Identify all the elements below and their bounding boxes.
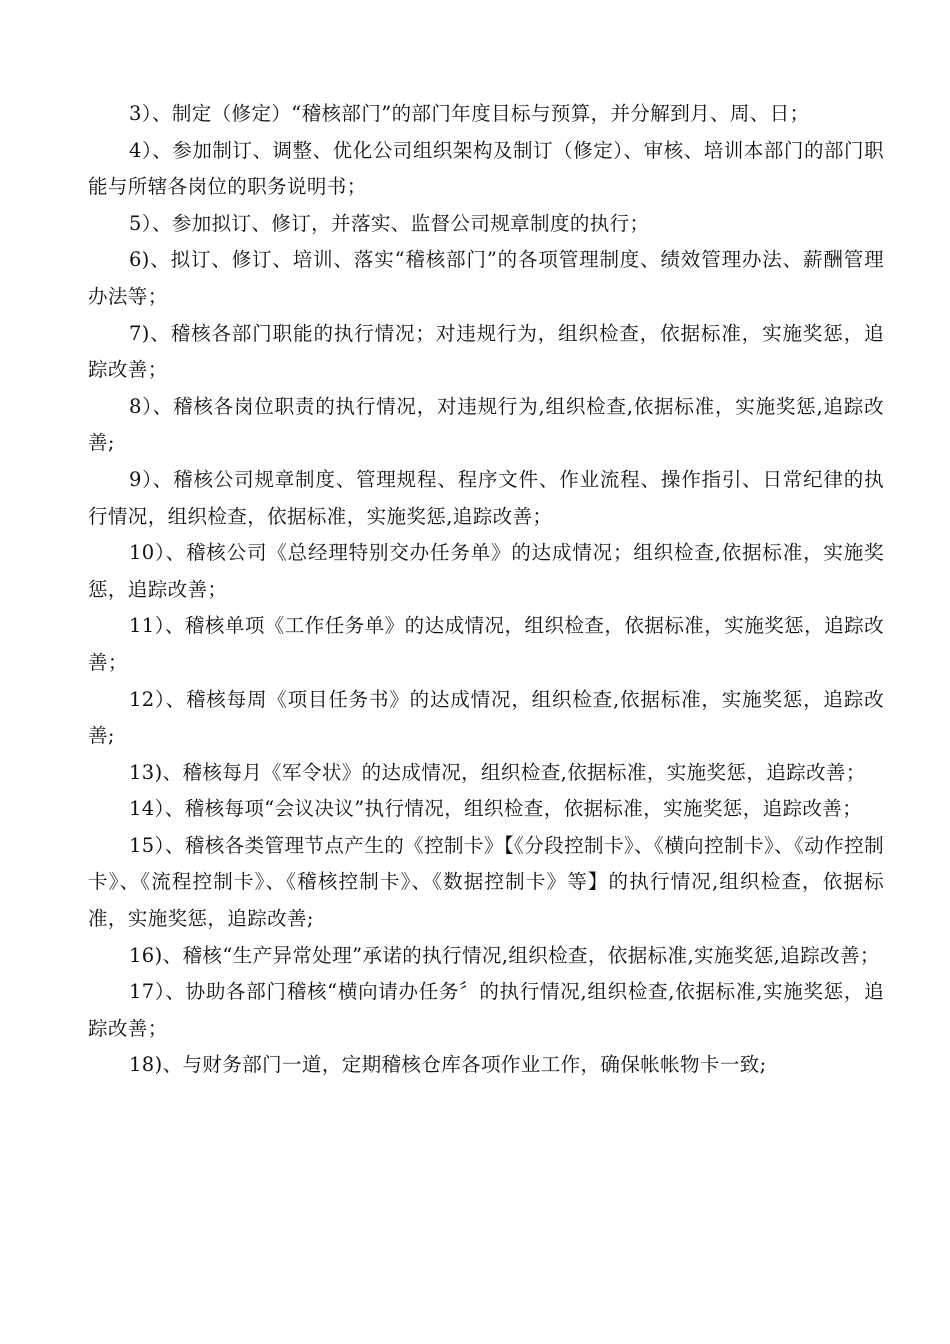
clause-17: 17）、协助各部门稽核“横向请办任务〞的执行情况,组织检查,依据标准,实施奖惩，追踪改善；: [88, 980, 884, 1040]
document-body: [88, 96, 884, 1084]
clause-12: 12）、稽核每周《项目任务书》的达成情况，组织检查,依据标准，实施奖惩，追踪改善;: [88, 687, 884, 748]
clause-4: 4）、参加制订、调整、优化公司组织架构及制订（修定）、审核、培训本部门的部门职能与所辖各岗位的职务说明书；: [88, 138, 884, 199]
clause-6: 6)、拟订、修订、培训、落实“稽核部门”的各项管理制度、绩效管理办法、薪酬管理办法等；: [88, 248, 884, 308]
clause-5: 5）、参加拟订、修订，并落实、监督公司规章制度的执行；: [129, 211, 650, 235]
clause-14: 14）、稽核每项“会议决议”执行情况，组织检查，依据标准，实施奖惩，追踪改善；: [129, 797, 863, 821]
clause-11: 11）、稽核单项《工作任务单》的达成情况，组织检查，依据标准，实施奖惩，追踪改善；: [88, 614, 884, 674]
clause-10: 10）、稽核公司《总经理特别交办任务单》的达成情况；组织检查,依据标准，实施奖惩，追踪改善；: [88, 541, 884, 601]
clause-15: 15）、稽核各类管理节点产生的《控制卡》【《分段控制卡》、《横向控制卡》、《动作控制卡》、《流程控制卡》、《稽核控制卡》、《数据控制卡》等】的执行情况,组织检查，依据标准，实施奖惩，追踪改善;: [88, 833, 884, 931]
clause-18: 18)、与财务部门一道，定期稽核仓库各项作业工作，确保帐帐物卡一致;: [129, 1053, 767, 1077]
clause-8: 8）、稽核各岗位职责的执行情况，对违规行为,组织检查,依据标准，实施奖惩,追踪改善;: [88, 394, 884, 455]
clause-16: 16)、稽核“生产异常处理”承诺的执行情况,组织检查，依据标准,实施奖惩,追踪改善；: [129, 943, 880, 967]
clause-3: 3）、制定（修定）“稽核部门”的部门年度目标与预算，并分解到月、周、日；: [129, 102, 810, 125]
clause-9: 9）、稽核公司规章制度、管理规程、程序文件、作业流程、操作指引、日常纪律的执行情况，组织检查，依据标准，实施奖惩,追踪改善；: [88, 467, 884, 528]
clause-13: 13)、稽核每月《军令状》的达成情况，组织检查,依据标准，实施奖惩，追踪改善；: [129, 760, 866, 784]
clause-7: 7)、稽核各部门职能的执行情况；对违规行为，组织检查，依据标准，实施奖惩，追踪改善；: [88, 321, 884, 382]
